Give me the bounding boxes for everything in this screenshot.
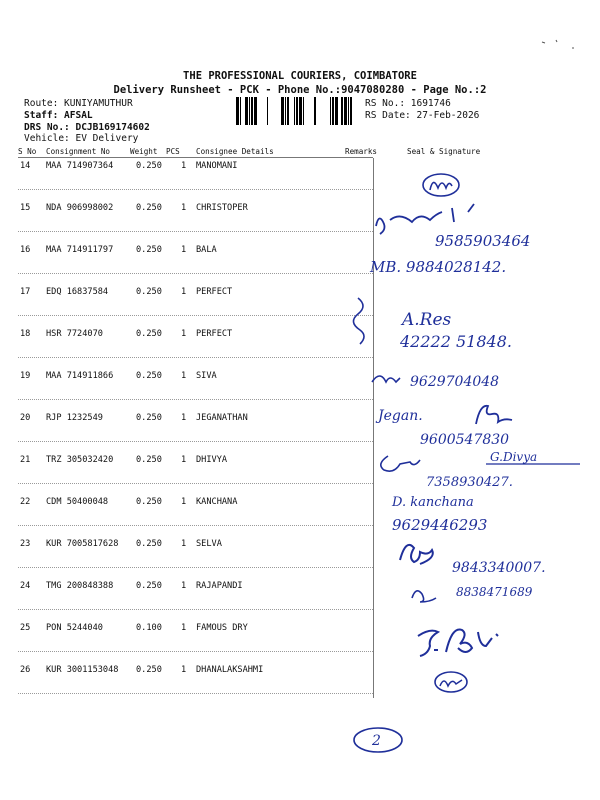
- row-sno: 14: [20, 161, 31, 171]
- page-number-circle: [354, 728, 402, 752]
- table-row: [0, 287, 600, 329]
- barcode-bar: [285, 97, 286, 125]
- row-consignment: CDM 50400048: [46, 497, 109, 507]
- row-sno: 25: [20, 623, 31, 633]
- row-separator: [18, 441, 373, 442]
- column-weight: Weight: [130, 147, 158, 156]
- barcode-bar: [254, 97, 257, 125]
- barcode-bar: [335, 97, 338, 125]
- row-pcs: 1: [181, 455, 187, 465]
- row-consignee: SELVA: [196, 539, 222, 549]
- column-pcs: PCS: [166, 147, 180, 156]
- received-note: A.Res: [402, 310, 452, 330]
- column-sno: S No: [18, 147, 37, 156]
- barcode-bar: [245, 97, 248, 125]
- row-separator: [18, 315, 373, 316]
- row-separator: [18, 273, 373, 274]
- row-pcs: 1: [181, 161, 187, 171]
- row-separator: [18, 189, 373, 190]
- row-weight: 0.100: [136, 623, 162, 633]
- barcode-bar: [240, 97, 241, 125]
- row-weight: 0.250: [136, 329, 162, 339]
- barcode-bar: [249, 97, 250, 125]
- phone-row-22: 9629446293: [392, 516, 488, 534]
- row-separator: [18, 651, 373, 652]
- row-consignee: FAMOUS DRY: [196, 623, 248, 633]
- row-sno: 19: [20, 371, 31, 381]
- column-consignee: Consignee Details: [196, 147, 274, 156]
- phone-row-24: 8838471689: [456, 585, 533, 599]
- row-sno: 22: [20, 497, 31, 507]
- row-sno: 20: [20, 413, 31, 423]
- name-row-22: D. kanchana: [392, 495, 474, 510]
- scan-specks: [542, 40, 574, 48]
- page-number-mark: 2: [372, 733, 381, 749]
- barcode-bar: [281, 97, 284, 125]
- table-row: [0, 371, 600, 413]
- row-consignee: DHIVYA: [196, 455, 228, 465]
- drs-number: DRS No.: DCJB169174602: [24, 122, 150, 133]
- row-pcs: 1: [181, 581, 187, 591]
- barcode-bar: [267, 97, 268, 125]
- row-sno: 26: [20, 665, 31, 675]
- name-row-20: Jegan.: [378, 408, 423, 424]
- row-consignee: RAJAPANDI: [196, 581, 243, 591]
- row-pcs: 1: [181, 287, 187, 297]
- row-weight: 0.250: [136, 455, 162, 465]
- column-consignment: Consignment No: [46, 147, 111, 156]
- row-separator: [18, 693, 373, 694]
- barcode-bar: [348, 97, 349, 125]
- row-consignment: HSR 7724070: [46, 329, 103, 339]
- row-sno: 16: [20, 245, 31, 255]
- table-row: [0, 245, 600, 287]
- row-sno: 23: [20, 539, 31, 549]
- table-row: [0, 497, 600, 539]
- header-rule: [18, 157, 373, 158]
- barcode-bar: [287, 97, 289, 125]
- table-row: [0, 329, 600, 371]
- table-row: [0, 161, 600, 203]
- barcode-bar: [296, 97, 298, 125]
- row-consignment: MAA 714907364: [46, 161, 114, 171]
- table-row: [0, 413, 600, 455]
- row-consignee: JEGANATHAN: [196, 413, 248, 423]
- row-sno: 21: [20, 455, 31, 465]
- row-sno: 24: [20, 581, 31, 591]
- table-row: [0, 203, 600, 245]
- row-weight: 0.250: [136, 497, 162, 507]
- row-consignment: TRZ 305032420: [46, 455, 114, 465]
- row-pcs: 1: [181, 665, 187, 675]
- row-weight: 0.250: [136, 287, 162, 297]
- table-row: [0, 539, 600, 581]
- barcode-bar: [303, 97, 304, 125]
- row-weight: 0.250: [136, 581, 162, 591]
- phone-row-15: 9585903464: [435, 232, 531, 250]
- name-row-21: G.Divya: [490, 450, 538, 464]
- staff-label: Staff: AFSAL: [24, 110, 93, 121]
- vehicle-label: Vehicle: EV Delivery: [24, 133, 139, 144]
- row-consignment: MAA 714911797: [46, 245, 114, 255]
- row-pcs: 1: [181, 497, 187, 507]
- row-consignment: TMG 200848388: [46, 581, 114, 591]
- rs-number: RS No.: 1691746: [365, 98, 451, 109]
- row-consignee: PERFECT: [196, 287, 233, 297]
- column-seal-signature: Seal & Signature: [407, 147, 481, 156]
- row-consignee: PERFECT: [196, 329, 233, 339]
- barcode-bar: [299, 97, 302, 125]
- barcode-bar: [341, 97, 343, 125]
- barcode-bar: [294, 97, 295, 125]
- row-sno: 18: [20, 329, 31, 339]
- row-weight: 0.250: [136, 665, 162, 675]
- rs-date: RS Date: 27-Feb-2026: [365, 110, 480, 121]
- row-separator: [18, 357, 373, 358]
- barcode-bar: [350, 97, 352, 125]
- document-subtitle: Delivery Runsheet - PCK - Phone No.:9047080280 - Page No.:2: [113, 84, 487, 96]
- row-consignee: CHRISTOPER: [196, 203, 248, 213]
- barcode-bar: [332, 97, 334, 125]
- row-consignment: EDQ 16837584: [46, 287, 109, 297]
- table-row: [0, 623, 600, 665]
- phone-row-19: 9629704048: [410, 374, 500, 390]
- row-weight: 0.250: [136, 371, 162, 381]
- row-consignment: KUR 3001153048: [46, 665, 119, 675]
- row-consignee: MANOMANI: [196, 161, 238, 171]
- table-row: [0, 665, 600, 707]
- barcode-bar: [314, 97, 316, 125]
- row-consignee: DHANALAKSAHMI: [196, 665, 264, 675]
- barcode-bar: [251, 97, 253, 125]
- row-weight: 0.250: [136, 245, 162, 255]
- barcode-bar: [330, 97, 331, 125]
- row-consignee: BALA: [196, 245, 217, 255]
- row-consignee: SIVA: [196, 371, 217, 381]
- barcode: [236, 97, 362, 125]
- row-consignment: RJP 1232549: [46, 413, 103, 423]
- barcode-bar: [236, 97, 239, 125]
- row-separator: [18, 567, 373, 568]
- row-pcs: 1: [181, 371, 187, 381]
- phone-row-20: 9600547830: [420, 432, 510, 448]
- row-sno: 15: [20, 203, 31, 213]
- row-consignment: NDA 906998002: [46, 203, 114, 213]
- row-separator: [18, 609, 373, 610]
- row-consignment: MAA 714911866: [46, 371, 114, 381]
- row-weight: 0.250: [136, 161, 162, 171]
- row-separator: [18, 525, 373, 526]
- row-separator: [18, 483, 373, 484]
- row-pcs: 1: [181, 245, 187, 255]
- row-weight: 0.250: [136, 413, 162, 423]
- phone-row-16: MB. 9884028142.: [370, 258, 507, 276]
- row-pcs: 1: [181, 413, 187, 423]
- barcode-bar: [344, 97, 347, 125]
- row-consignment: KUR 7005817628: [46, 539, 119, 549]
- row-sno: 17: [20, 287, 31, 297]
- document-title: THE PROFESSIONAL COURIERS, COIMBATORE: [183, 70, 417, 82]
- phone-row-21: 7358930427.: [426, 475, 513, 490]
- table-row: [0, 455, 600, 497]
- phone-row-18: 42222 51848.: [400, 332, 512, 351]
- row-weight: 0.250: [136, 203, 162, 213]
- route-label: Route: KUNIYAMUTHUR: [24, 98, 133, 109]
- row-pcs: 1: [181, 539, 187, 549]
- column-remarks: Remarks: [345, 147, 378, 156]
- row-pcs: 1: [181, 203, 187, 213]
- row-consignee: KANCHANA: [196, 497, 238, 507]
- row-weight: 0.250: [136, 539, 162, 549]
- row-consignment: PON 5244040: [46, 623, 103, 633]
- row-pcs: 1: [181, 623, 187, 633]
- row-separator: [18, 399, 373, 400]
- phone-row-23: 9843340007.: [452, 560, 546, 576]
- row-separator: [18, 231, 373, 232]
- row-pcs: 1: [181, 329, 187, 339]
- table-row: [0, 581, 600, 623]
